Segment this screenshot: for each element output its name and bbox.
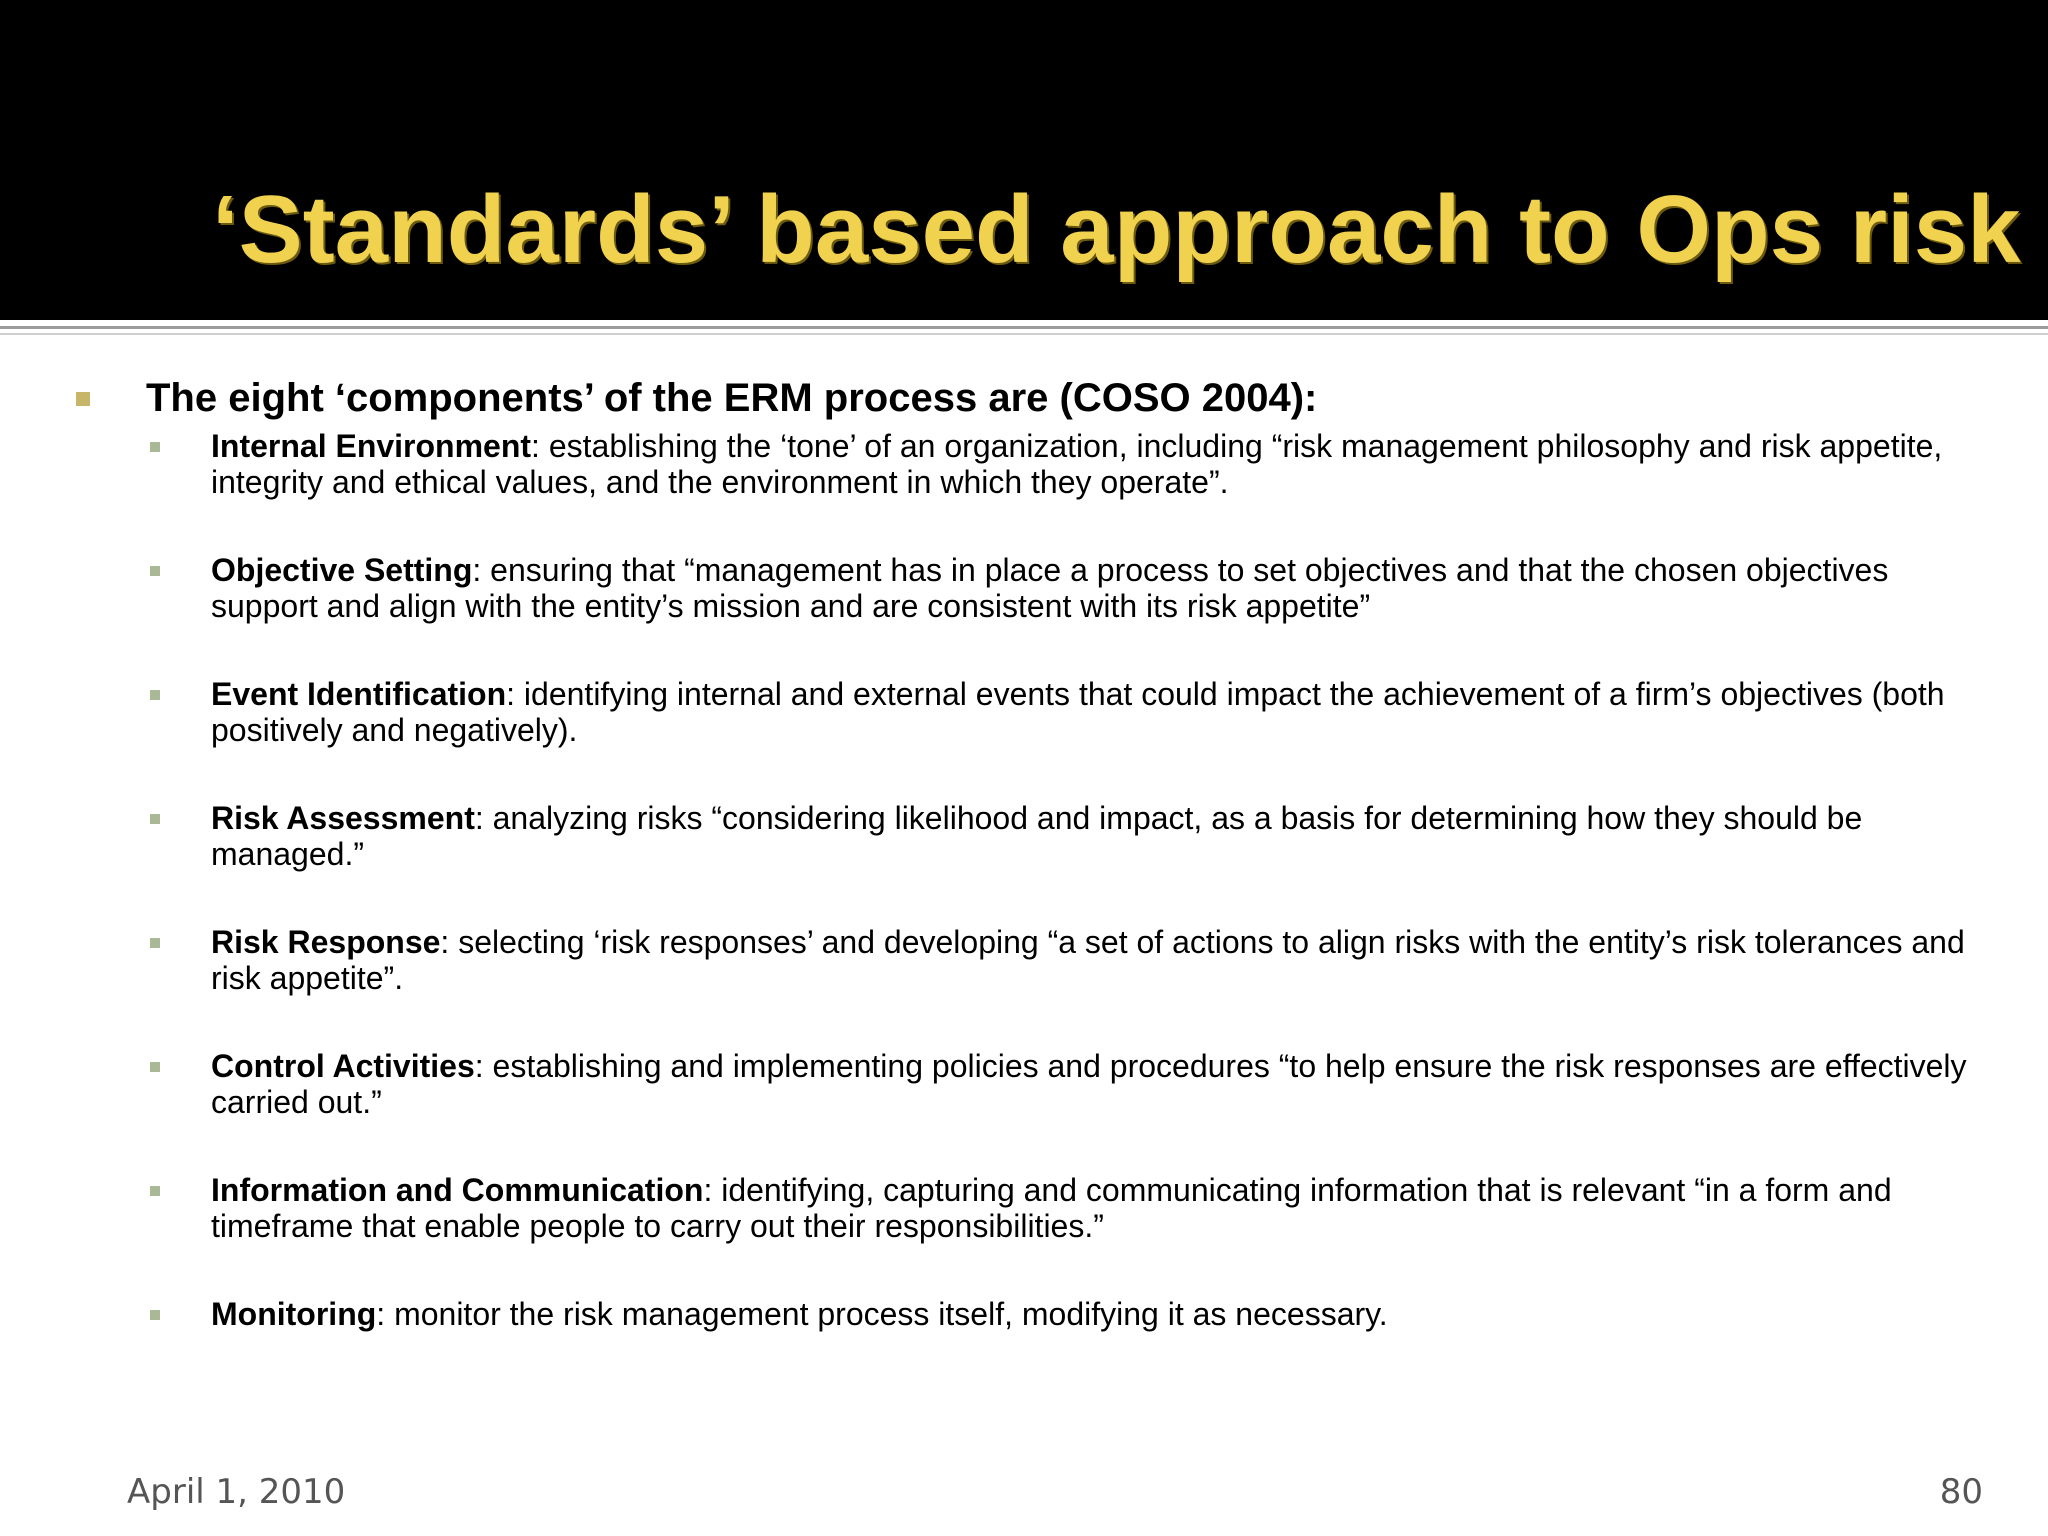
- list-item-text: [211, 428, 1991, 500]
- component-term: Control Activities: [211, 1048, 475, 1084]
- component-description: : identifying, capturing and communicating information that is relevant “in a form and timeframe that enable people to carry out their responsibilities.”: [211, 1172, 1892, 1244]
- slide-number: 80: [1939, 1472, 1983, 1512]
- list-item: [0, 800, 2048, 880]
- list-item-text: [211, 1172, 1991, 1244]
- component-description: : establishing the ‘tone’ of an organization, including “risk management philosophy and risk appetite, integrity and ethical values, and the environment in which they operate”.: [211, 428, 1943, 500]
- slide-title: ‘Standards’ based approach to Ops risk: [212, 176, 2021, 283]
- component-term: Information and Communication: [211, 1172, 704, 1208]
- square-bullet-icon: [150, 442, 160, 452]
- list-item-text: [211, 676, 1991, 748]
- component-term: Objective Setting: [211, 552, 473, 588]
- square-bullet-icon: [150, 566, 160, 576]
- component-description: : analyzing risks “considering likelihood and impact, as a basis for determining how they should be managed.”: [211, 800, 1863, 872]
- square-bullet-icon: [150, 1186, 160, 1196]
- component-description: : selecting ‘risk responses’ and developing “a set of actions to align risks with the entity’s risk tolerances and risk appetite”.: [211, 924, 1965, 996]
- list-item: [0, 552, 2048, 632]
- list-item-text: [211, 924, 1991, 996]
- title-divider-dark: [0, 326, 2048, 329]
- list-item-text: [211, 552, 1991, 624]
- title-band: [0, 0, 2048, 320]
- list-item: [0, 1296, 2048, 1376]
- square-bullet-icon: [150, 1062, 160, 1072]
- component-term: Event Identification: [211, 676, 507, 712]
- square-bullet-icon: [150, 938, 160, 948]
- footer-date: April 1, 2010: [127, 1472, 346, 1512]
- list-item-text: [211, 1296, 1991, 1332]
- main-bullet-text: The eight ‘components’ of the ERM process are (COSO 2004):: [146, 376, 1318, 420]
- list-item-text: [211, 800, 1991, 872]
- component-description: : ensuring that “management has in place a process to set objectives and that the chosen objectives support and align with the entity’s mission and are consistent with its risk appetite”: [211, 552, 1889, 624]
- component-description: : identifying internal and external events that could impact the achievement of a firm’s objectives (both positively and negatively).: [211, 676, 1945, 748]
- list-item: [0, 676, 2048, 756]
- list-item: [0, 1048, 2048, 1128]
- component-term: Risk Response: [211, 924, 441, 960]
- component-description: : establishing and implementing policies and procedures “to help ensure the risk responses are effectively carried out.”: [211, 1048, 1967, 1120]
- square-bullet-icon: [76, 392, 90, 406]
- list-item: [0, 924, 2048, 1004]
- square-bullet-icon: [150, 1310, 160, 1320]
- list-item-text: [211, 1048, 1991, 1120]
- component-term: Internal Environment: [211, 428, 532, 464]
- component-description: : monitor the risk management process itself, modifying it as necessary.: [376, 1296, 1388, 1332]
- component-term: Monitoring: [211, 1296, 377, 1332]
- list-item: [0, 1172, 2048, 1252]
- component-term: Risk Assessment: [211, 800, 475, 836]
- square-bullet-icon: [150, 814, 160, 824]
- square-bullet-icon: [150, 690, 160, 700]
- list-item: [0, 428, 2048, 508]
- title-divider-light: [0, 333, 2048, 335]
